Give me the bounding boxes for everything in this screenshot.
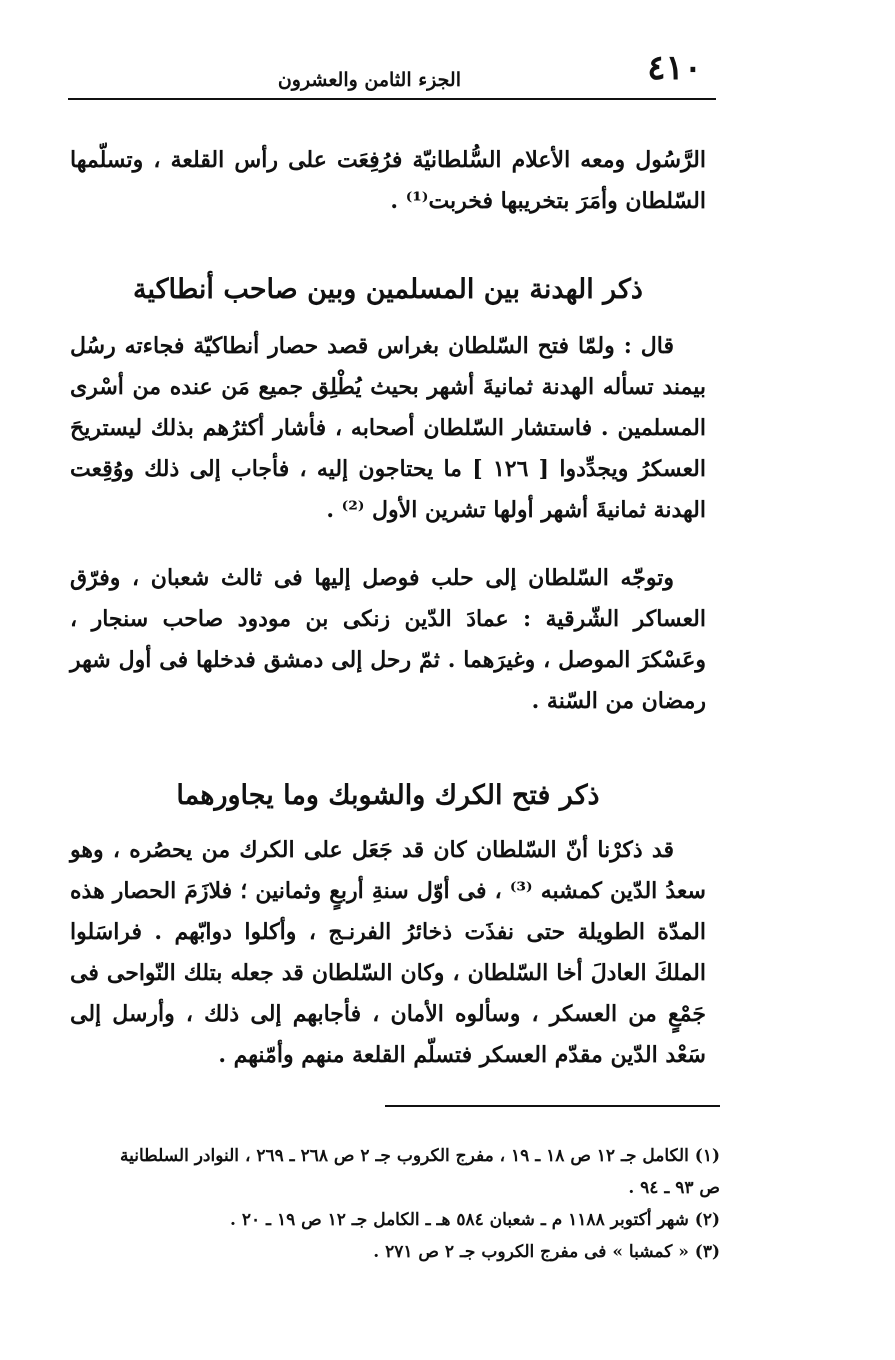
page-header xyxy=(68,40,716,100)
section-heading-karak: ذكر فتح الكرك والشوبك وما يجاورهما xyxy=(176,780,600,811)
paragraph-continued: الرَّسُول ومعه الأعلام السُّلطانيّة فرُفِعَت على رأس القلعة ، وتسلّمها السّلطان وأمَرَ بتخريبها فخربت⁽¹⁾ . xyxy=(70,147,706,214)
footnote-2: (٢) شهر أكتوبر ١١٨٨ م ـ شعبان ٥٨٤ هـ ـ الكامل جـ ١٢ ص ١٩ ـ ٢٠ . xyxy=(230,1210,720,1230)
paragraph-aleppo: وتوجّه السّلطان إلى حلب فوصل إليها فى ثالث شعبان ، وفرّق العساكر الشّرقية : عمادَ الدّين زنكى بن مودود صاحب سنجار ، وعَسْكرَ الموصل ، وغيرَهما . ثمّ رحل إلى دمشق فدخلها فى أول شهر رمضان من السّنة . xyxy=(70,565,706,714)
footnotes xyxy=(120,1140,720,1268)
paragraph-karak: قد ذكرْنا أنّ السّلطان كان قد جَعَل على الكرك من يحصُره ، وهو سعدُ الدّين كمشبه ⁽³⁾ ، فى أوّل سنةِ أربعٍ وثمانين ؛ فلازَمَ الحصار هذه المدّة الطويلة حتى نفذَت ذخائرُ الفرنـج ، وأكلوا دوابّهم . فراسَلوا الملكَ العادلَ أخا السّلطان ، وكان السّلطان قد جعله بتلك النّواحى فى جَمْعٍ من العسكر ، وسألوه الأمان ، فأجابهم إلى ذلك ، وأرسل إلى سَعْد الدّين مقدّم العسكر فتسلّم القلعة منهم وأمّنهم . xyxy=(70,837,706,1068)
header-rule xyxy=(68,98,716,100)
footnote-1: (١) الكامل جـ ١٢ ص ١٨ ـ ١٩ ، مفرج الكروب جـ ٢ ص ٢٦٨ ـ ٢٦٩ ، النوادر السلطانية ص ٩٣ ـ ٩٤ . xyxy=(120,1146,720,1198)
running-title: الجزء الثامن والعشرون xyxy=(277,69,461,91)
paragraph-truce: قال : ولمّا فتح السّلطان بغراس قصد حصار أنطاكيّة فجاءته رسُل بيمند تسأله الهدنة ثمانيةَ أشهر بحيث يُطْلِق جميع مَن عنده من أسْرى المسلمين . فاستشار السّلطان أصحابه ، فأشار أكثرُهم بذلك ليستريحَ العسكرُ ويجدِّدوا [ ١٢٦ ] ما يحتاجون إليه ، فأجاب إلى ذلك ووُقِعت الهدنة ثمانيةَ أشهر أولها تشرين الأول ⁽²⁾ . xyxy=(70,333,707,523)
footnote-rule xyxy=(385,1105,720,1107)
footnote-3: (٣) « كمشبا » فى مفرج الكروب جـ ٢ ص ٢٧١ . xyxy=(373,1242,720,1262)
page-number: ٤١٠ xyxy=(647,48,702,88)
section-heading-truce: ذكر الهدنة بين المسلمين وبين صاحب أنطاكية xyxy=(133,274,643,305)
